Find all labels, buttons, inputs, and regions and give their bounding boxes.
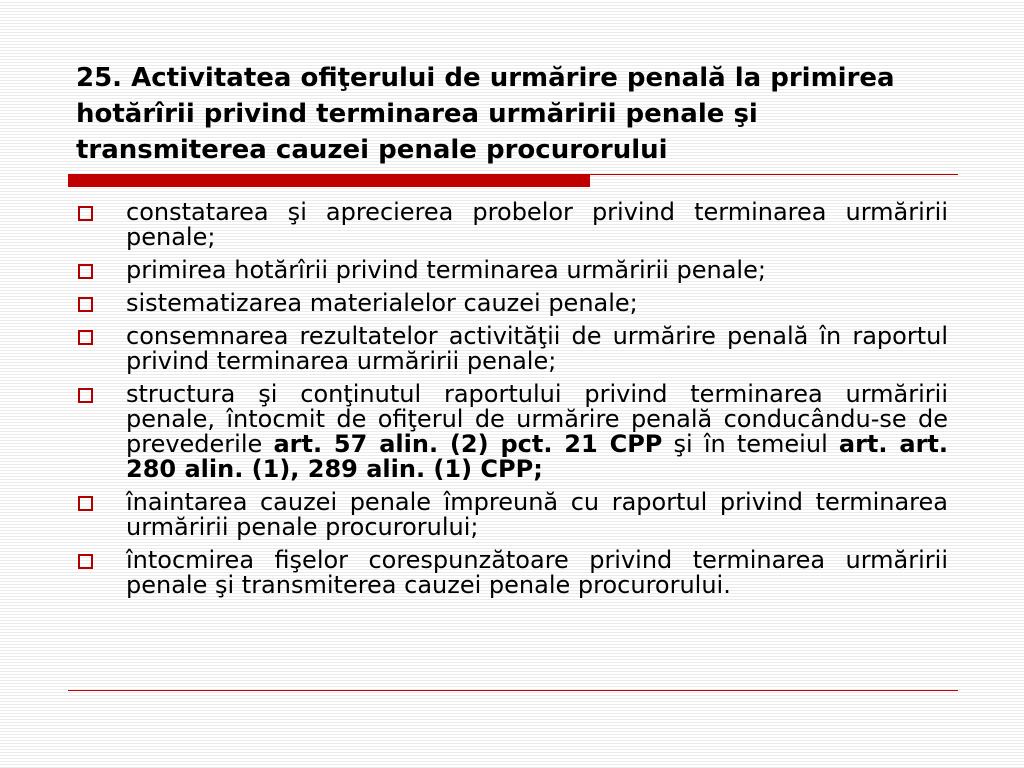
- square-bullet-icon: [78, 496, 93, 511]
- bullet-text: primirea hotărîrii privind terminarea urmăririi penale;: [126, 256, 766, 284]
- bullet-text: structura şi conţinutul raportului privind terminarea urmăririi penale, întocmit de ofiţerul de urmărire penală conducându-se de prevederile art. 57 alin. (2) pct. 21 CPP şi în temeiul art. art. 280 alin. (1), 289 alin. (1) CPP;: [126, 380, 949, 483]
- bullet-item: [76, 382, 948, 482]
- square-bullet-icon: [78, 264, 93, 279]
- title-accent-bar: [68, 174, 590, 187]
- bullet-item: [76, 291, 948, 316]
- bullet-text: înaintarea cauzei penale împreună cu raportul privind terminarea urmăririi penale procurorului;: [126, 488, 948, 541]
- bullet-item: [76, 490, 948, 540]
- square-bullet-icon: [78, 330, 93, 345]
- footer-rule: [68, 690, 958, 691]
- square-bullet-icon: [78, 206, 93, 221]
- legal-reference: art. 57 alin. (2) pct. 21 CPP: [273, 430, 663, 458]
- square-bullet-icon: [78, 388, 93, 403]
- bullet-text: sistematizarea materialelor cauzei penale;: [126, 289, 638, 317]
- square-bullet-icon: [78, 554, 93, 569]
- bullet-item: [76, 548, 948, 598]
- bullet-item: [76, 200, 948, 250]
- bullet-text: constatarea şi aprecierea probelor privind terminarea urmăririi penale;: [126, 198, 948, 251]
- bullet-item: [76, 324, 948, 374]
- title-underline: [68, 174, 958, 188]
- legal-reference: art. art. 280 alin. (1), 289 alin. (1) CPP;: [126, 430, 949, 483]
- slide-title: 25. Activitatea ofiţerului de urmărire penală la primirea hotărîrii privind terminarea urmăririi penale şi transmiterea cauzei penale procurorului: [76, 63, 895, 165]
- bullet-list: [76, 200, 948, 606]
- bullet-item: [76, 258, 948, 283]
- bullet-text: consemnarea rezultatelor activităţii de urmărire penală în raportul privind terminarea urmăririi penale;: [126, 322, 948, 375]
- bullet-text: întocmirea fişelor corespunzătoare privind terminarea urmăririi penale şi transmiterea cauzei penale procurorului.: [126, 546, 948, 599]
- title-thin-rule: [590, 174, 958, 175]
- square-bullet-icon: [78, 297, 93, 312]
